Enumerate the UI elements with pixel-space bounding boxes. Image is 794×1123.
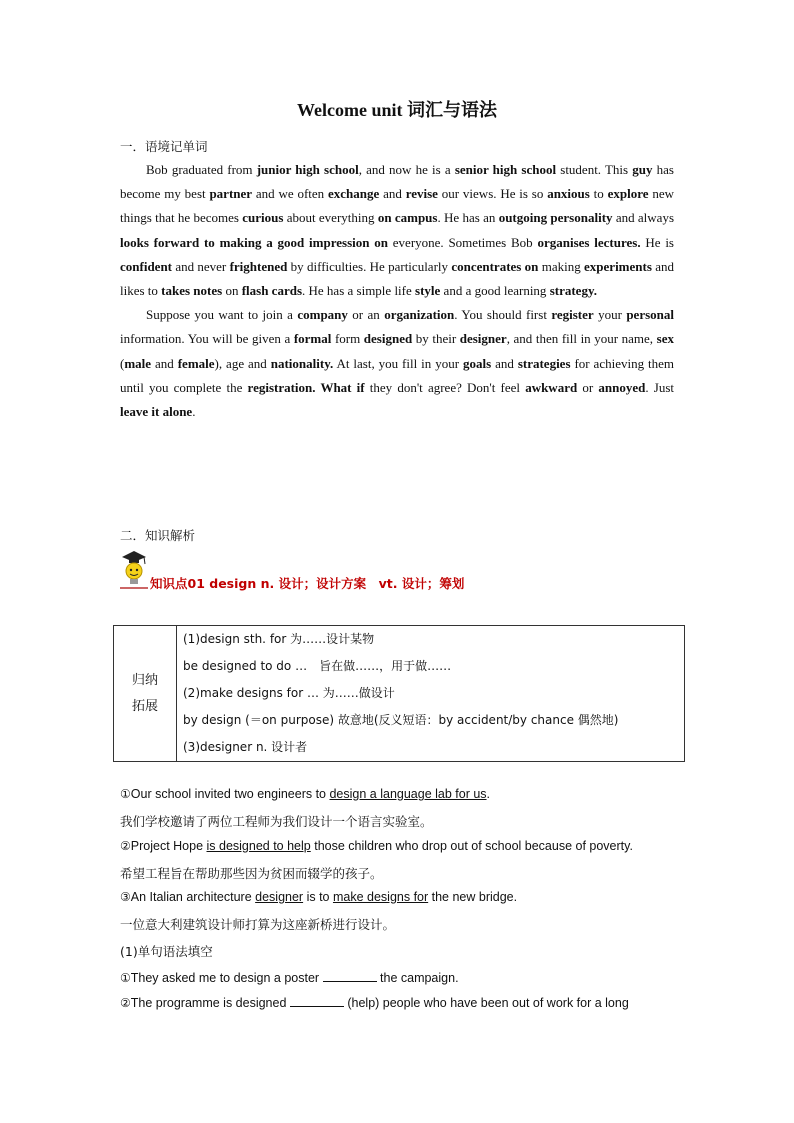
- passage-text: At last, you fill in your: [333, 355, 463, 371]
- vocab-term: nationality.: [270, 355, 334, 371]
- passage-text: information. You will be given a: [120, 331, 294, 347]
- exercise-text: (help) people who have been out of work for a long: [343, 996, 629, 1010]
- example-text: those children who drop out of school because of poverty.: [310, 839, 633, 853]
- exercise-text: The programme is designed: [130, 996, 290, 1010]
- passage-text: our views. He is so: [437, 186, 548, 202]
- vocab-term: flash cards: [241, 283, 303, 299]
- passage-text: and: [491, 355, 518, 371]
- passage-text: and never: [172, 258, 230, 274]
- example-underlined: make designs for: [332, 890, 429, 904]
- vocab-term: curious: [242, 210, 284, 226]
- vocab-term: style: [415, 283, 441, 299]
- passage-text: Suppose you want to join a: [146, 307, 298, 323]
- vocab-term: formal: [293, 331, 332, 347]
- vocab-term: goals: [462, 355, 492, 371]
- vocab-term: on campus: [377, 210, 438, 226]
- exercise-number: ①: [120, 971, 131, 985]
- example-text: An Italian architecture: [130, 890, 256, 904]
- passage-text: they don't agree? Don't feel: [364, 379, 526, 395]
- vocab-term: female: [177, 355, 215, 371]
- vocab-term: outgoing personality: [498, 210, 613, 226]
- vocab-term: senior high school: [454, 162, 557, 177]
- passage-text: . Just: [645, 379, 674, 395]
- vocab-term: awkward: [525, 379, 578, 395]
- page-title: Welcome unit 词汇与语法: [297, 100, 497, 120]
- example-translation-2: 希望工程旨在帮助那些因为贫困而辍学的孩子。: [120, 866, 383, 881]
- passage-text: your: [593, 307, 627, 323]
- vocab-term: concentrates on: [451, 258, 539, 274]
- summary-line: by design (＝on purpose) 故意地(反义短语：by accident/by chance 偶然地): [183, 713, 619, 727]
- example-number: ①: [120, 787, 131, 801]
- example-translation-3: 一位意大利建筑设计师打算为这座新桥进行设计。: [120, 917, 396, 932]
- vocab-term: sex: [656, 331, 674, 347]
- passage-text: has become my best: [120, 162, 674, 202]
- vocab-term: organization: [384, 307, 455, 323]
- vocabulary-passage: [120, 158, 674, 424]
- passage-text: everyone. Sometimes Bob: [388, 234, 538, 250]
- passage-text: by their: [412, 331, 460, 347]
- passage-text: to: [589, 186, 608, 202]
- vocab-term: frightened: [229, 258, 288, 274]
- passage-text: , and now he is a: [358, 162, 455, 177]
- vocab-term: leave it alone: [120, 404, 193, 420]
- passage-text: on: [222, 283, 242, 299]
- passage-text: form: [331, 331, 364, 347]
- passage-text: or: [577, 379, 599, 395]
- example-underlined: designer: [255, 890, 304, 904]
- vocab-term: annoyed: [598, 379, 646, 395]
- passage-text: for achieving them until you complete the: [120, 355, 675, 395]
- passage-text: , and then fill in your name,: [506, 331, 657, 347]
- vocab-term: organises lectures.: [537, 234, 641, 250]
- summary-line: (2)make designs for … 为……做设计: [183, 686, 395, 700]
- passage-paragraph-1: [120, 158, 674, 303]
- vocab-term: explore: [607, 186, 649, 202]
- passage-text: ), age and: [214, 355, 271, 371]
- summary-label-line-1: 归纳: [131, 672, 158, 688]
- summary-line: be designed to do … 旨在做……，用于做……: [183, 659, 452, 673]
- passage-text: .: [192, 404, 196, 420]
- example-translation-1: 我们学校邀请了两位工程师为我们设计一个语言实验室。: [120, 814, 433, 829]
- passage-text: and: [151, 355, 178, 371]
- vocab-term: register: [551, 307, 594, 323]
- passage-text: . He has a simple life: [302, 283, 416, 299]
- passage-text: . You should first: [454, 307, 552, 323]
- vocab-term: exchange: [328, 186, 380, 202]
- passage-text: student. This: [556, 162, 633, 177]
- exercise-item-1: [120, 969, 680, 985]
- passage-text: and we often: [252, 186, 328, 202]
- summary-line: (1)design sth. for 为……设计某物: [183, 632, 375, 646]
- passage-text: and: [379, 186, 406, 202]
- vocab-term: designed: [363, 331, 413, 347]
- passage-text: (: [120, 355, 125, 371]
- example-number: ③: [120, 890, 131, 904]
- passage-text: about everything: [283, 210, 378, 226]
- vocab-term: revise: [405, 186, 438, 202]
- exercise-item-2: [120, 994, 680, 1010]
- graduate-lightbulb-icon: [120, 550, 148, 590]
- exercise-text: the campaign.: [376, 971, 459, 985]
- example-text: .: [486, 787, 491, 801]
- example-text: Our school invited two engineers to: [130, 787, 330, 801]
- summary-content: [177, 626, 685, 762]
- vocab-term: male: [124, 355, 152, 371]
- summary-table: [113, 625, 685, 762]
- example-text: the new bridge.: [428, 890, 518, 904]
- vocab-term: guy: [632, 162, 653, 177]
- example-sentence-3: [120, 890, 680, 904]
- exercise-heading: (1)单句语法填空: [120, 944, 213, 959]
- section-heading-vocabulary: 一．语境记单词: [120, 139, 208, 154]
- passage-text: . He has an: [437, 210, 499, 226]
- vocab-term: company: [297, 307, 348, 323]
- example-text: is to: [303, 890, 333, 904]
- passage-text: and a good learning: [440, 283, 550, 299]
- fill-blank[interactable]: [323, 969, 377, 982]
- knowledge-point-title: 知识点01 design n. 设计；设计方案 vt. 设计；筹划: [150, 576, 465, 591]
- exercise-number: ②: [120, 996, 131, 1010]
- section-heading-knowledge: 二．知识解析: [120, 528, 196, 543]
- passage-text: making: [538, 258, 585, 274]
- vocab-term: experiments: [584, 258, 652, 274]
- vocab-term: strategies: [517, 355, 571, 371]
- example-underlined: is designed to help: [206, 839, 311, 853]
- vocab-term: registration. What if: [247, 379, 365, 395]
- summary-label: [114, 626, 177, 762]
- passage-text: and likes to: [120, 258, 674, 299]
- summary-line: (3)designer n. 设计者: [183, 740, 308, 754]
- exercise-text: They asked me to design a poster: [130, 971, 323, 985]
- passage-text: and always: [612, 210, 675, 226]
- knowledge-point-header: [120, 550, 680, 594]
- vocab-term: takes notes: [161, 283, 223, 299]
- example-number: ②: [120, 839, 131, 853]
- passage-text: or an: [347, 307, 385, 323]
- vocab-term: looks forward to making a good impression on: [120, 234, 388, 250]
- fill-blank[interactable]: [290, 994, 344, 1007]
- passage-text: Bob graduated from: [146, 162, 257, 177]
- passage-text: by difficulties. He particularly: [287, 258, 452, 274]
- passage-text: He is: [640, 234, 674, 250]
- vocab-term: anxious: [547, 186, 590, 202]
- passage-paragraph-2: [120, 303, 674, 424]
- example-text: Project Hope: [130, 839, 207, 853]
- vocab-term: confident: [120, 258, 172, 274]
- summary-label-line-2: 拓展: [131, 698, 158, 714]
- passage-text: new things that he becomes: [120, 186, 674, 226]
- vocab-term: partner: [209, 186, 253, 202]
- example-underlined: design a language lab for us: [329, 787, 487, 801]
- vocab-term: designer: [459, 331, 507, 347]
- vocab-term: junior high school: [256, 162, 359, 177]
- example-sentence-2: [120, 839, 680, 853]
- example-sentence-1: [120, 787, 680, 801]
- vocab-term: personal: [626, 307, 674, 323]
- vocab-term: strategy.: [549, 283, 597, 299]
